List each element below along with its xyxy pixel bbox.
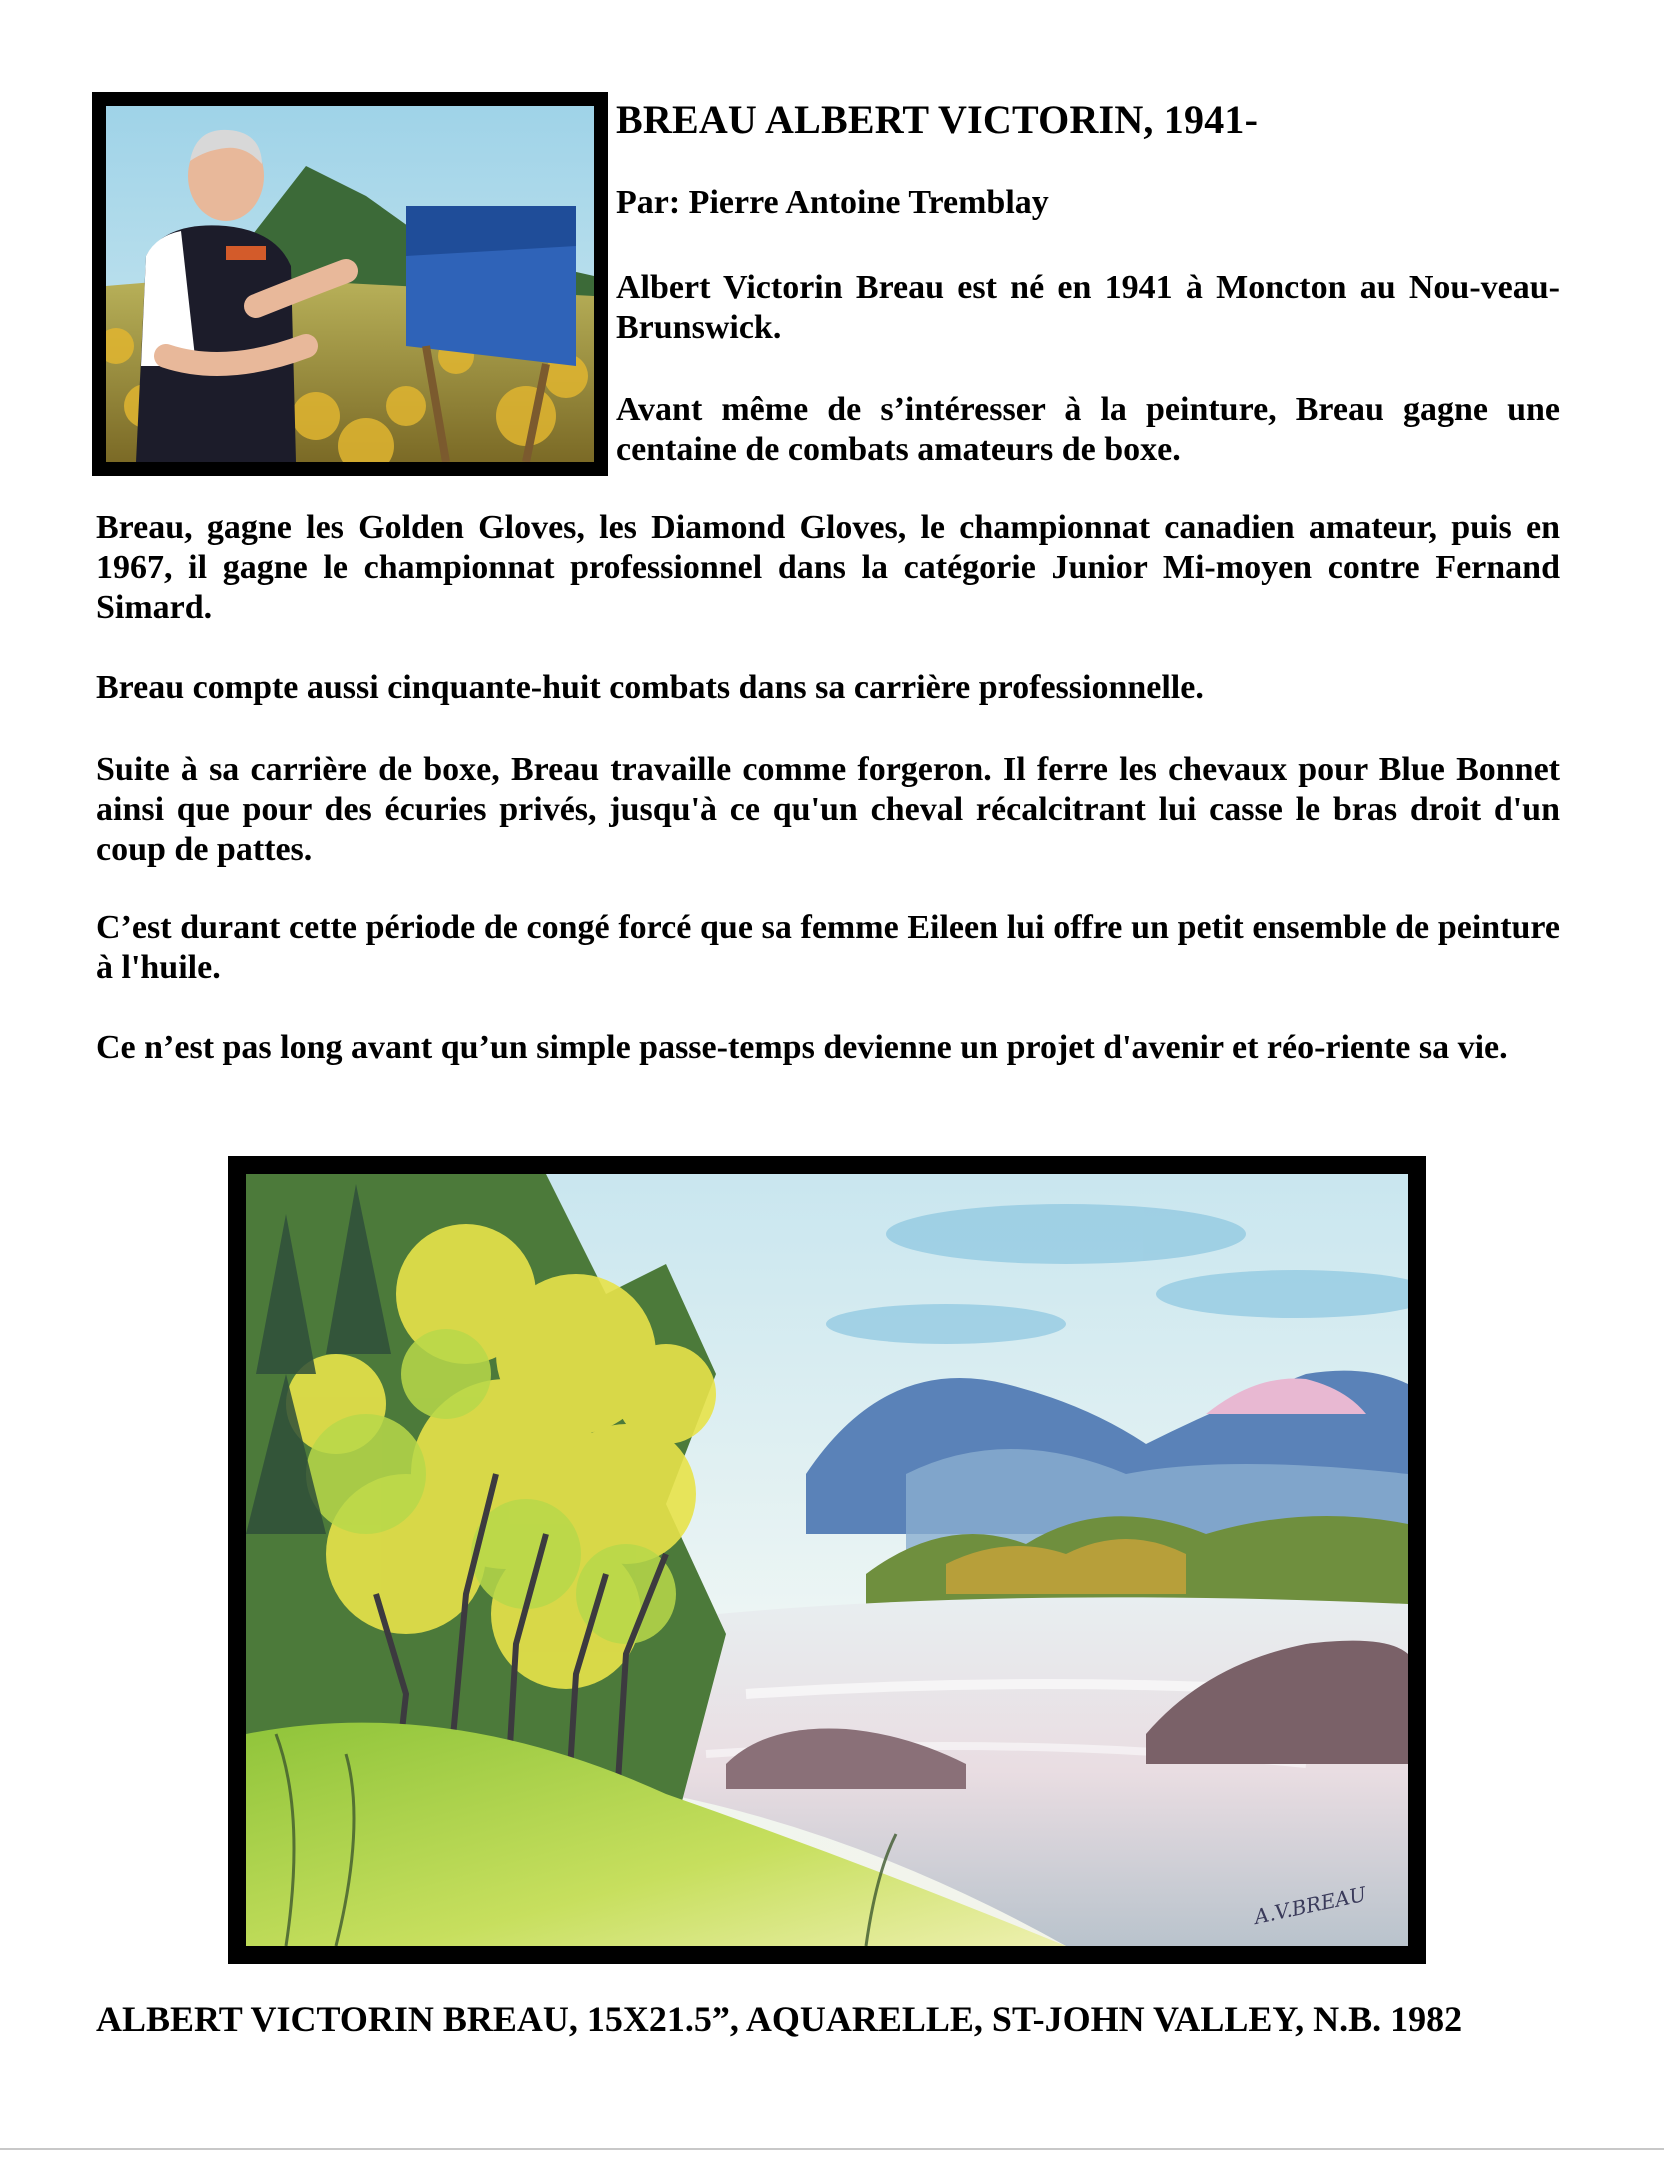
painting-image bbox=[246, 1174, 1408, 1946]
artist-photo-image bbox=[106, 106, 594, 462]
paragraph-boxing-amateur: Avant même de s’intéresser à la peinture, Breau gagne une centaine de combats amateurs de boxe. bbox=[616, 391, 1560, 468]
paragraph-birth: Albert Victorin Breau est né en 1941 à Moncton au Nou-veau-Brunswick. bbox=[616, 269, 1560, 346]
paragraph-paint-set: C’est durant cette période de congé forcé que sa femme Eileen lui offre un petit ensemble de peinture à l'huile. bbox=[96, 909, 1560, 986]
paragraph-blacksmith: Suite à sa carrière de boxe, Breau travaille comme forgeron. Il ferre les chevaux pour Blue Bonnet ainsi que pour des écuries privés, jusqu'à ce qu'un cheval récalcitrant lui casse le bras droit d'un coup de pattes. bbox=[96, 751, 1560, 868]
article-title: BREAU ALBERT VICTORIN, 1941- bbox=[616, 97, 1259, 142]
article-byline: Par: Pierre Antoine Tremblay bbox=[616, 184, 1049, 221]
artist-photo bbox=[92, 92, 608, 476]
painting-caption: ALBERT VICTORIN BREAU, 15X21.5”, AQUARELLE, ST-JOHN VALLEY, N.B. 1982 bbox=[96, 1999, 1463, 2039]
painting-signature: A.V.BREAU bbox=[1252, 1881, 1369, 1929]
paragraph-titles: Breau, gagne les Golden Gloves, les Diamond Gloves, le championnat canadien amateur, puis en 1967, il gagne le championnat professionnel dans la catégorie Junior Mi-moyen contre Fernand Simard. bbox=[96, 509, 1560, 626]
paragraph-pro-fights: Breau compte aussi cinquante-huit combats dans sa carrière professionnelle. bbox=[96, 669, 1204, 706]
paragraph-new-path: Ce n’est pas long avant qu’un simple passe-temps devienne un projet d'avenir et réo-riente sa vie. bbox=[96, 1029, 1508, 1066]
painting bbox=[228, 1156, 1426, 1964]
page-bottom-rule bbox=[0, 2148, 1664, 2150]
